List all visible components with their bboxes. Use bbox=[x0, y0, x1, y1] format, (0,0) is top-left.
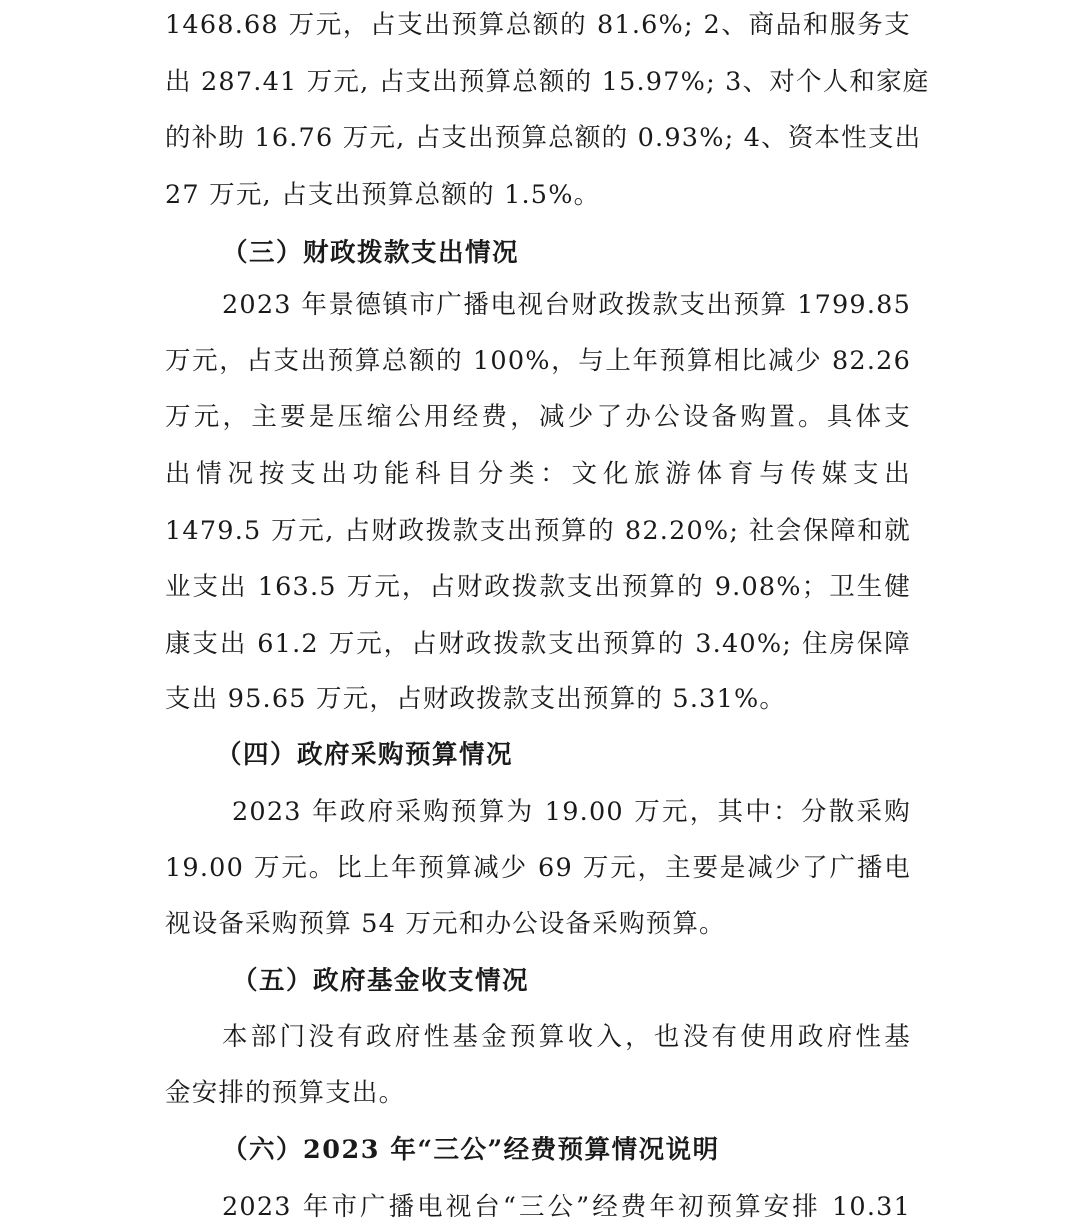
body-line: 康支出 61.2 万元，占财政拨款支出预算的 3.40%; 住房保障 bbox=[165, 629, 911, 659]
body-line: 万元，占支出预算总额的 100%，与上年预算相比减少 82.26 bbox=[165, 346, 911, 376]
body-line: 本部门没有政府性基金预算收入，也没有使用政府性基 bbox=[222, 1022, 911, 1052]
section-heading-6: （六）2023 年“三公”经费预算情况说明 bbox=[222, 1135, 720, 1165]
body-line: 视设备采购预算 54 万元和办公设备采购预算。 bbox=[165, 909, 726, 939]
body-line: 的补助 16.76 万元, 占支出预算总额的 0.93%; 4、资本性支出 bbox=[165, 123, 922, 153]
body-line: 出 287.41 万元, 占支出预算总额的 15.97%; 3、对个人和家庭 bbox=[165, 67, 930, 97]
body-line: 万元，主要是压缩公用经费，减少了办公设备购置。具体支 bbox=[165, 402, 911, 432]
body-line: 业支出 163.5 万元，占财政拨款支出预算的 9.08%；卫生健 bbox=[165, 572, 911, 602]
body-line: 27 万元, 占支出预算总额的 1.5%。 bbox=[165, 180, 601, 210]
body-line: 支出 95.65 万元，占财政拨款支出预算的 5.31%。 bbox=[165, 684, 787, 714]
body-line: 2023 年市广播电视台“三公”经费年初预算安排 10.31 bbox=[222, 1192, 911, 1222]
section-heading-5: （五）政府基金收支情况 bbox=[232, 966, 530, 996]
body-line: 1468.68 万元，占支出预算总额的 81.6%; 2、商品和服务支 bbox=[165, 10, 911, 40]
body-line: 19.00 万元。比上年预算减少 69 万元，主要是减少了广播电 bbox=[165, 853, 911, 883]
body-line: 出情况按支出功能科目分类：文化旅游体育与传媒支出 bbox=[165, 459, 911, 489]
body-line: 金安排的预算支出。 bbox=[165, 1078, 406, 1108]
body-line: 1479.5 万元, 占财政拨款支出预算的 82.20%; 社会保障和就 bbox=[165, 516, 911, 546]
section-heading-4: （四）政府采购预算情况 bbox=[216, 740, 514, 770]
section-heading-3: （三）财政拨款支出情况 bbox=[222, 238, 520, 268]
body-line: 2023 年政府采购预算为 19.00 万元，其中：分散采购 bbox=[232, 797, 911, 827]
body-line: 2023 年景德镇市广播电视台财政拨款支出预算 1799.85 bbox=[222, 290, 911, 320]
